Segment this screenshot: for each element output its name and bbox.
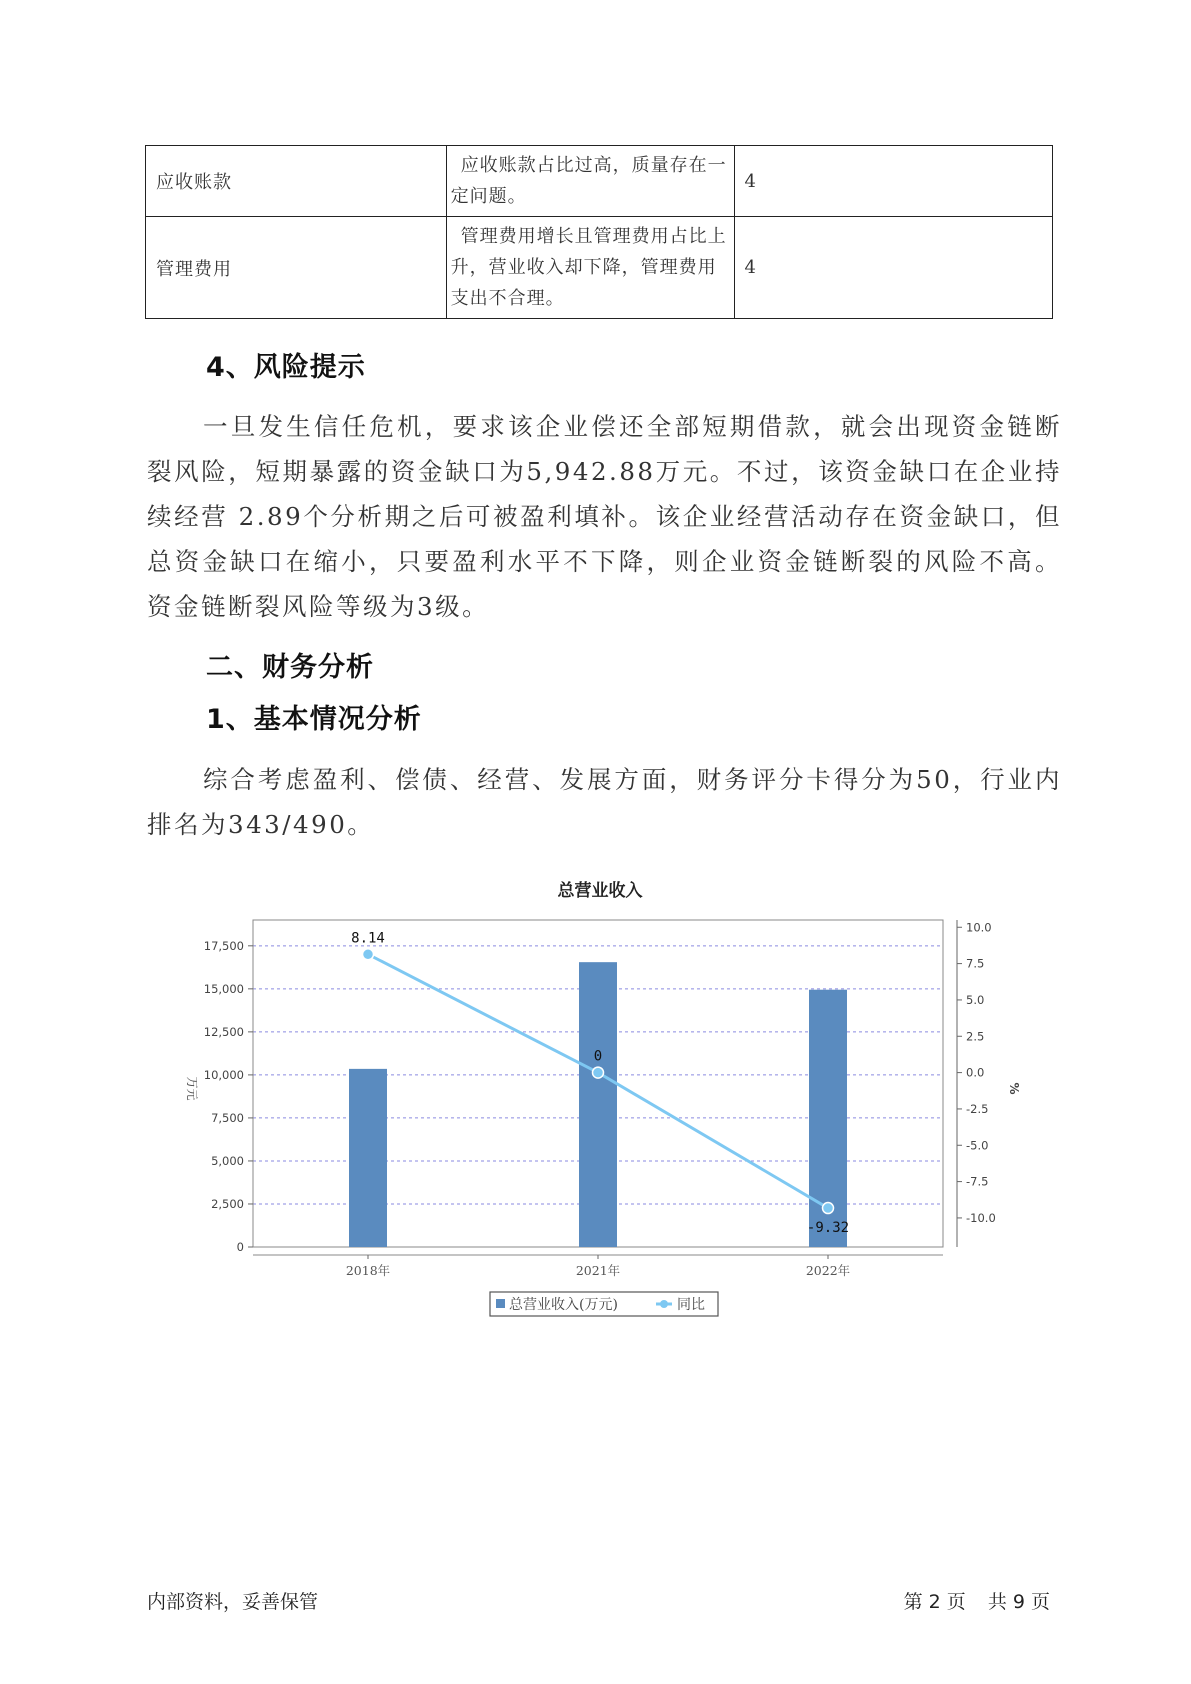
y2-tick-label: -10.0 [966,1210,996,1225]
table-cell-desc-text: 应收账款占比过高，质量存在一定问题。 [450,155,727,207]
risk-heading: 4、风险提示 [206,352,366,383]
y2-tick-label: 5.0 [966,992,985,1007]
x-tick-label: 2021年 [575,1263,621,1278]
table-cell-desc-text: 管理费用增长且管理费用占比上升，营业收入却下降，管理费用支出不合理。 [450,226,727,309]
risk-paragraph: 一旦发生信任危机，要求该企业偿还全部短期借款，就会出现资金链断裂风险，短期暴露的资金缺口为5,942.88万元。不过，该资金缺口在企业持续经营 2.89个分析期之后可被盈利填补。该企业经营活动存在资金缺口，但总资金缺口在缩小，只要盈利水平不下降，则企业资金链断裂的风险不高。资金链断裂风险等级为3级。 [147,412,1062,621]
y2-axis-label: % [1007,1082,1021,1095]
yoy-data-label: 0 [593,1048,603,1065]
y-tick-label: 2,500 [211,1196,244,1211]
y-tick-label: 10,000 [203,1067,244,1082]
y-tick-label: 12,500 [203,1024,244,1039]
y-tick-label: 17,500 [203,938,244,953]
yoy-point [363,949,374,960]
page-number [901,1587,1053,1614]
bar-2018年 [349,1069,387,1247]
basic-paragraph: 综合考虑盈利、偿债、经营、发展方面，财务评分卡得分为50，行业内排名为343/490。 [147,765,1062,839]
legend-label-line: 同比 [677,1297,705,1313]
yoy-data-label: 8.14 [351,930,385,947]
y-tick-label: 5,000 [211,1153,244,1168]
table-row [146,217,1053,319]
y2-tick-label: -2.5 [966,1101,989,1116]
table-cell-desc [446,217,734,319]
page-num: 2 [928,1591,941,1613]
table-row [146,146,1053,217]
y2-tick-label: 2.5 [966,1029,985,1044]
table-cell-item: 管理费用 [146,217,447,319]
finance-heading: 二、财务分析 [206,652,374,683]
footer-note: 内部资料，妥善保管 [147,1591,319,1613]
y-tick-label: 0 [236,1240,244,1254]
total-prefix: 共 [987,1591,1007,1613]
total-num: 9 [1012,1591,1025,1613]
table-cell-desc [446,146,734,217]
page-prefix: 第 [903,1591,923,1613]
bar-2021年 [579,962,617,1247]
legend-swatch-point [660,1300,668,1308]
y2-tick-label: 0.0 [966,1065,985,1080]
risk-table [145,145,1053,319]
y2-tick-label: 7.5 [966,956,985,971]
yoy-data-label: -9.32 [806,1220,850,1237]
total-suffix: 页 [1030,1591,1050,1613]
y2-tick-label: -7.5 [966,1174,989,1189]
table-cell-item: 应收账款 [146,146,447,217]
x-tick-label: 2022年 [805,1263,851,1278]
table-cell-score: 4 [734,146,1052,217]
legend-swatch-bar [496,1299,505,1308]
table-cell-score: 4 [734,217,1052,319]
y-axis-label: 万元 [185,1076,199,1101]
x-tick-label: 2018年 [345,1263,391,1278]
y2-tick-label: 10.0 [966,920,992,935]
y-tick-label: 7,500 [211,1110,244,1125]
page-mid: 页 [946,1591,966,1613]
legend-label-bar: 总营业收入(万元) [509,1297,618,1313]
revenue-chart [170,900,1050,1350]
chart-title: 总营业收入 [557,881,643,901]
yoy-point [823,1203,834,1214]
y2-tick-label: -5.0 [966,1138,989,1153]
yoy-point [593,1067,604,1078]
basic-heading: 1、基本情况分析 [206,704,422,735]
y-tick-label: 15,000 [203,981,244,996]
